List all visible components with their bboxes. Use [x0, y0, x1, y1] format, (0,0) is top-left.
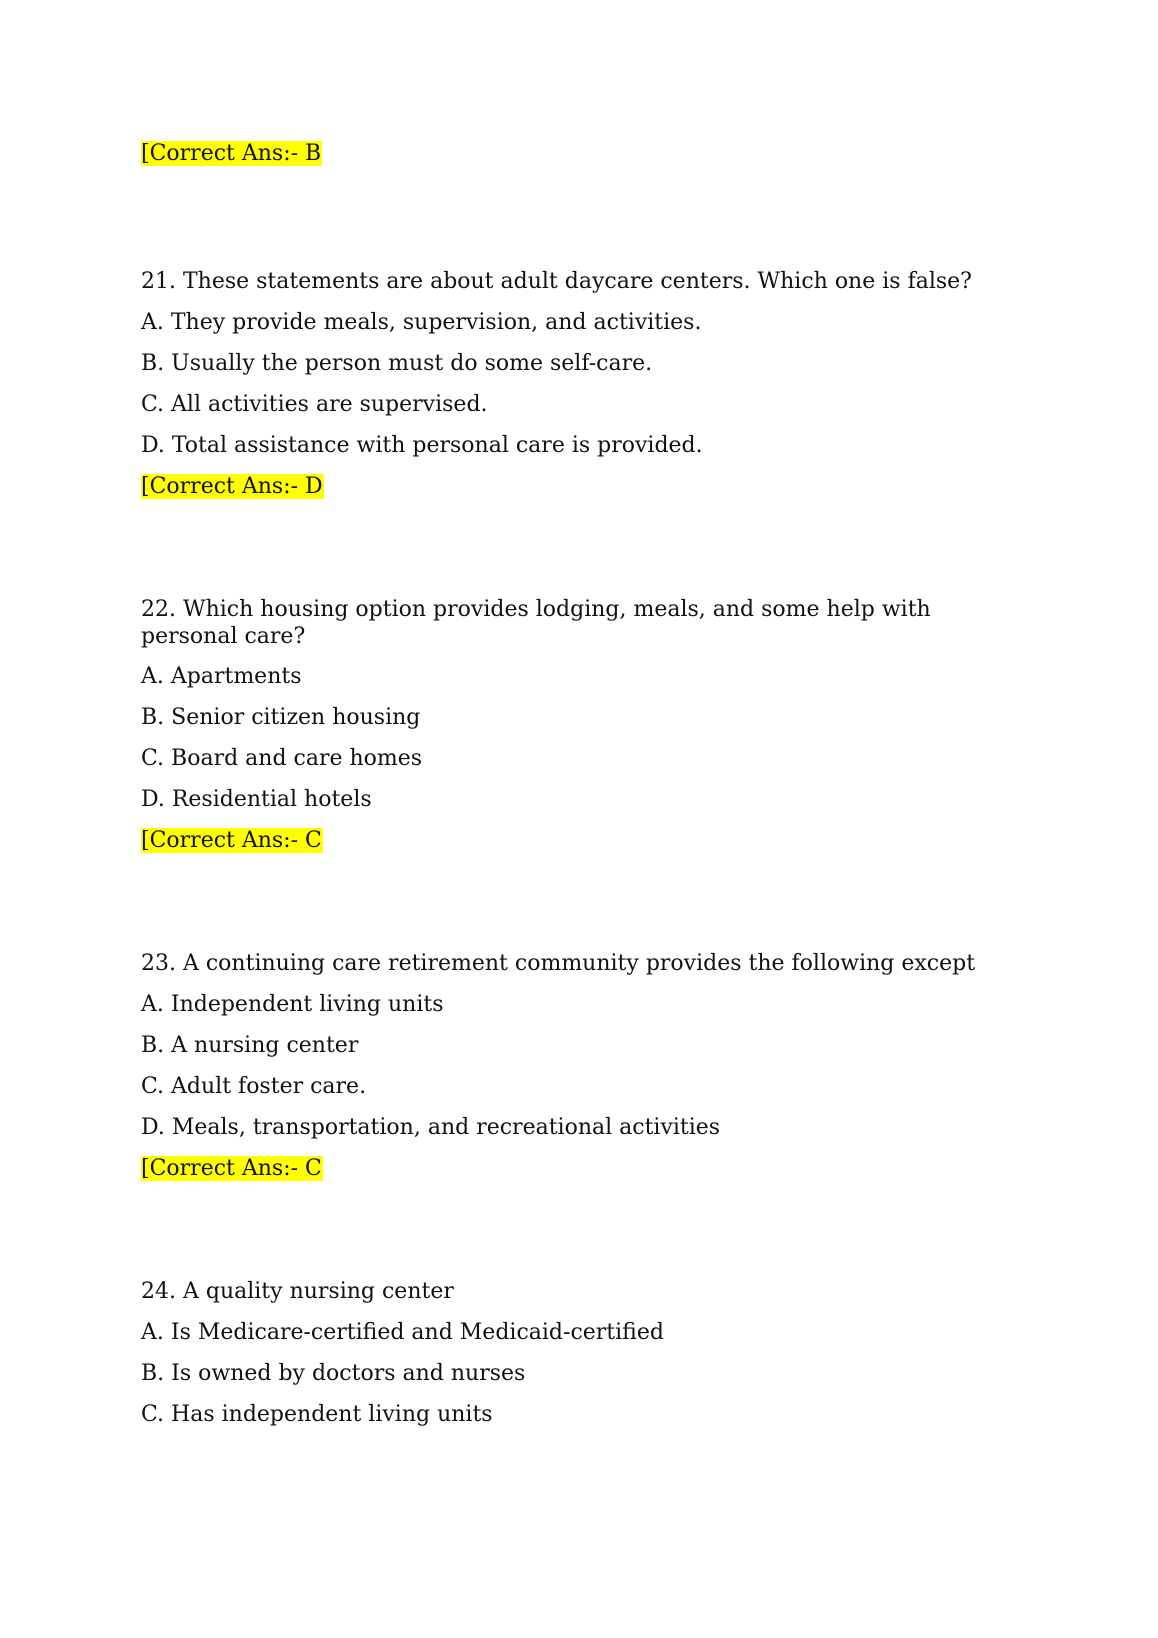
q23-option-c: C. Adult foster care.: [141, 1074, 367, 1099]
answer-highlight: [Correct Ans:- C: [141, 828, 322, 853]
q24-option-c: C. Has independent living units: [141, 1402, 493, 1427]
q22-option-d: D. Residential hotels: [141, 787, 372, 812]
answer-top: [141, 140, 322, 167]
q22-option-b: B. Senior citizen housing: [141, 705, 421, 730]
question-23: 23. A continuing care retirement community provides the following except: [141, 951, 976, 976]
q21-option-a: A. They provide meals, supervision, and activities.: [141, 310, 702, 335]
question-21: 21. These statements are about adult daycare centers. Which one is false?: [141, 269, 972, 294]
answer-highlight: [Correct Ans:- D: [141, 474, 323, 499]
q21-option-d: D. Total assistance with personal care is provided.: [141, 433, 703, 458]
q21-option-b: B. Usually the person must do some self-care.: [141, 351, 653, 376]
q22-option-c: C. Board and care homes: [141, 746, 423, 771]
q21-answer: [141, 473, 324, 500]
q22-answer: [141, 827, 323, 854]
answer-highlight: [Correct Ans:- B: [141, 141, 322, 166]
q23-option-b: B. A nursing center: [141, 1033, 359, 1058]
q21-option-c: C. All activities are supervised.: [141, 392, 488, 417]
answer-highlight: [Correct Ans:- C: [141, 1156, 322, 1181]
q24-option-b: B. Is owned by doctors and nurses: [141, 1361, 526, 1386]
q24-option-a: A. Is Medicare-certified and Medicaid-certified: [141, 1320, 664, 1345]
q23-answer: [141, 1155, 323, 1182]
question-22: 22. Which housing option provides lodging, meals, and some help with personal care?: [141, 597, 931, 649]
q23-option-d: D. Meals, transportation, and recreational activities: [141, 1115, 721, 1140]
q23-option-a: A. Independent living units: [141, 992, 444, 1017]
question-24: 24. A quality nursing center: [141, 1279, 454, 1304]
q22-option-a: A. Apartments: [141, 664, 302, 689]
